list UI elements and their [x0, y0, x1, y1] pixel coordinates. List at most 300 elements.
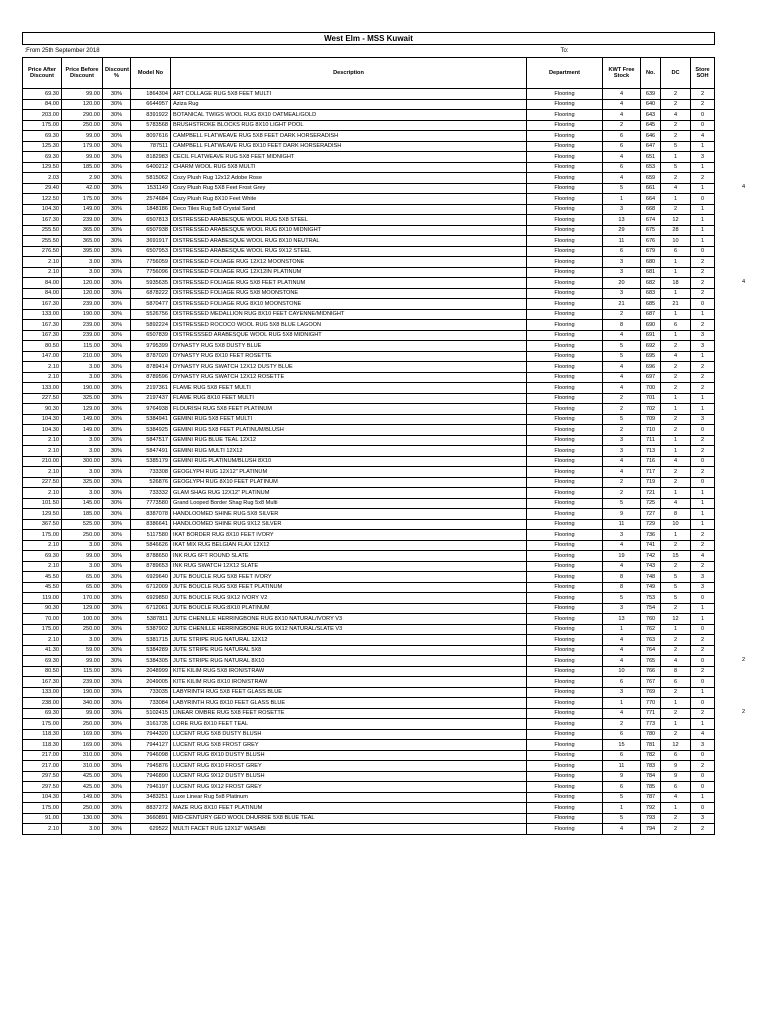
- dc-cell: 1: [661, 488, 691, 499]
- kwt-stock-cell: 2: [603, 425, 641, 436]
- to-label: To:: [527, 45, 715, 58]
- store-soh-cell: 2: [691, 446, 715, 457]
- no-cell: 639: [641, 89, 661, 100]
- dc-cell: 1: [661, 393, 691, 404]
- kwt-stock-cell: 4: [603, 110, 641, 121]
- no-cell: 646: [641, 131, 661, 142]
- dc-cell: 2: [661, 362, 691, 373]
- discount-cell: 30%: [103, 99, 131, 110]
- no-cell: 675: [641, 225, 661, 236]
- department-cell: Flooring: [527, 813, 603, 824]
- price-before-cell: 3.00: [62, 257, 103, 268]
- description-cell: LUCENT RUG 5X8 FROST GREY: [171, 740, 527, 751]
- model-no-cell: 7773580: [131, 498, 171, 509]
- table-row: [23, 572, 715, 583]
- table-row: [23, 278, 715, 289]
- price-before-cell: 179.00: [62, 141, 103, 152]
- description-cell: INK RUG SWATCH 12X12 SLATE: [171, 561, 527, 572]
- store-soh-cell: 4: [691, 729, 715, 740]
- kwt-stock-cell: 6: [603, 246, 641, 257]
- store-soh-cell: 3: [691, 330, 715, 341]
- dc-cell: 1: [661, 330, 691, 341]
- kwt-stock-cell: 6: [603, 750, 641, 761]
- description-cell: JUTE BOUCLE RUG 5X8 FEET IVORY: [171, 572, 527, 583]
- store-soh-cell: 1: [691, 393, 715, 404]
- no-cell: 727: [641, 509, 661, 520]
- model-no-cell: 5847491: [131, 446, 171, 457]
- price-after-cell: 2.10: [23, 372, 62, 383]
- store-soh-cell: 0: [691, 425, 715, 436]
- department-cell: Flooring: [527, 257, 603, 268]
- table-row: [23, 173, 715, 184]
- description-cell: JUTE CHENILLE HERRINGBONE RUG 9X12 NATURAL/SLATE V3: [171, 624, 527, 635]
- no-cell: 741: [641, 540, 661, 551]
- description-cell: GEMINI RUG 5X8 FEET PLATINUM/BLUSH: [171, 425, 527, 436]
- model-no-cell: 6712061: [131, 603, 171, 614]
- description-cell: DYNASTY RUG 8X10 FEET ROSETTE: [171, 351, 527, 362]
- dc-cell: 2: [661, 729, 691, 740]
- discount-cell: 30%: [103, 603, 131, 614]
- price-before-cell: 115.00: [62, 666, 103, 677]
- price-before-cell: 170.00: [62, 593, 103, 604]
- description-cell: GEMINI RUG 5X8 FEET MULTI: [171, 414, 527, 425]
- department-cell: Flooring: [527, 362, 603, 373]
- no-cell: 679: [641, 246, 661, 257]
- table-row: [23, 404, 715, 415]
- dc-cell: 1: [661, 404, 691, 415]
- store-soh-cell: 0: [691, 771, 715, 782]
- store-soh-cell: 2: [691, 320, 715, 331]
- dc-cell: 2: [661, 645, 691, 656]
- model-no-cell: 9795399: [131, 341, 171, 352]
- header-cell: Price Before Discount: [62, 58, 103, 89]
- department-cell: Flooring: [527, 425, 603, 436]
- description-cell: KITE KILIM RUG 5X8 IRON/STRAW: [171, 666, 527, 677]
- department-cell: Flooring: [527, 152, 603, 163]
- model-no-cell: 8789414: [131, 362, 171, 373]
- header-cell: Department: [527, 58, 603, 89]
- kwt-stock-cell: 5: [603, 341, 641, 352]
- dc-cell: 1: [661, 624, 691, 635]
- table-row: [23, 89, 715, 100]
- department-cell: Flooring: [527, 509, 603, 520]
- price-after-cell: 80.50: [23, 341, 62, 352]
- store-soh-cell: 1: [691, 141, 715, 152]
- store-soh-cell: 1: [691, 309, 715, 320]
- kwt-stock-cell: 5: [603, 414, 641, 425]
- price-before-cell: 239.00: [62, 215, 103, 226]
- no-cell: 659: [641, 173, 661, 184]
- price-before-cell: 310.00: [62, 761, 103, 772]
- discount-cell: 30%: [103, 456, 131, 467]
- model-no-cell: 8182983: [131, 152, 171, 163]
- store-soh-cell: 3: [691, 414, 715, 425]
- price-before-cell: 99.00: [62, 152, 103, 163]
- discount-cell: 30%: [103, 131, 131, 142]
- description-cell: DISTRESSED FOLIAGE RUG 8X10 MOONSTONE: [171, 299, 527, 310]
- model-no-cell: 7946098: [131, 750, 171, 761]
- store-soh-cell: 0: [691, 803, 715, 814]
- dc-cell: 9: [661, 761, 691, 772]
- model-no-cell: 8789653: [131, 561, 171, 572]
- description-cell: DISTRESSED FOLIAGE RUG 12X12IN PLATINUM: [171, 267, 527, 278]
- price-before-cell: 300.00: [62, 456, 103, 467]
- table-row: [23, 561, 715, 572]
- price-after-cell: 167.30: [23, 299, 62, 310]
- kwt-stock-cell: 19: [603, 551, 641, 562]
- description-cell: GEOGLYPH RUG 8X10 FEET PLATINUM: [171, 477, 527, 488]
- kwt-stock-cell: 13: [603, 215, 641, 226]
- table-row: [23, 152, 715, 163]
- no-cell: 781: [641, 740, 661, 751]
- price-before-cell: 185.00: [62, 509, 103, 520]
- store-soh-cell: 1: [691, 488, 715, 499]
- discount-cell: 30%: [103, 740, 131, 751]
- discount-cell: 30%: [103, 162, 131, 173]
- price-before-cell: 250.00: [62, 120, 103, 131]
- model-no-cell: 5870477: [131, 299, 171, 310]
- store-soh-cell: 2: [691, 708, 715, 719]
- kwt-stock-cell: 4: [603, 824, 641, 835]
- discount-cell: 30%: [103, 330, 131, 341]
- department-cell: Flooring: [527, 729, 603, 740]
- dc-cell: 2: [661, 824, 691, 835]
- store-soh-cell: 2: [691, 824, 715, 835]
- dc-cell: 1: [661, 698, 691, 709]
- discount-cell: 30%: [103, 446, 131, 457]
- table-row: [23, 320, 715, 331]
- model-no-cell: 629522: [131, 824, 171, 835]
- discount-cell: 30%: [103, 509, 131, 520]
- price-before-cell: 395.00: [62, 246, 103, 257]
- no-cell: 719: [641, 477, 661, 488]
- model-no-cell: 1848186: [131, 204, 171, 215]
- dc-cell: 2: [661, 708, 691, 719]
- discount-cell: 30%: [103, 561, 131, 572]
- table-row: [23, 498, 715, 509]
- price-after-cell: 41.30: [23, 645, 62, 656]
- price-after-cell: 101.50: [23, 498, 62, 509]
- description-cell: FLOURISH RUG 5X8 FEET PLATINUM: [171, 404, 527, 415]
- no-cell: 760: [641, 614, 661, 625]
- department-cell: Flooring: [527, 656, 603, 667]
- price-before-cell: 3.00: [62, 372, 103, 383]
- price-after-cell: 104.30: [23, 414, 62, 425]
- table-row: [23, 509, 715, 520]
- price-before-cell: 130.00: [62, 813, 103, 824]
- dc-cell: 4: [661, 110, 691, 121]
- model-no-cell: 526876: [131, 477, 171, 488]
- kwt-stock-cell: 3: [603, 257, 641, 268]
- dc-cell: 2: [661, 383, 691, 394]
- description-cell: DISTRESSED ARABESQUE WOOL RUG 8X10 NEUTRAL: [171, 236, 527, 247]
- store-soh-cell: 0: [691, 750, 715, 761]
- no-cell: 690: [641, 320, 661, 331]
- store-soh-cell: 3: [691, 572, 715, 583]
- price-after-cell: 175.00: [23, 530, 62, 541]
- table-row: [23, 803, 715, 814]
- table-row: [23, 456, 715, 467]
- price-after-cell: 175.00: [23, 624, 62, 635]
- model-no-cell: 8097616: [131, 131, 171, 142]
- dc-cell: 8: [661, 509, 691, 520]
- dc-cell: 1: [661, 309, 691, 320]
- no-cell: 682: [641, 278, 661, 289]
- no-cell: 709: [641, 414, 661, 425]
- store-soh-cell: 0: [691, 477, 715, 488]
- description-cell: INK RUG 6FT ROUND SLATE: [171, 551, 527, 562]
- department-cell: Flooring: [527, 393, 603, 404]
- kwt-stock-cell: 2: [603, 488, 641, 499]
- kwt-stock-cell: 10: [603, 666, 641, 677]
- department-cell: Flooring: [527, 498, 603, 509]
- dc-cell: 10: [661, 236, 691, 247]
- header-cell: Model No: [131, 58, 171, 89]
- price-after-cell: 175.00: [23, 120, 62, 131]
- no-cell: 787: [641, 792, 661, 803]
- model-no-cell: 7945876: [131, 761, 171, 772]
- department-cell: Flooring: [527, 792, 603, 803]
- no-cell: 711: [641, 435, 661, 446]
- dc-cell: 2: [661, 687, 691, 698]
- price-after-cell: 2.10: [23, 257, 62, 268]
- price-before-cell: 250.00: [62, 719, 103, 730]
- price-after-cell: 119.00: [23, 593, 62, 604]
- description-cell: LABYRINTH RUG 5X8 FEET GLASS BLUE: [171, 687, 527, 698]
- no-cell: 685: [641, 299, 661, 310]
- model-no-cell: 5384941: [131, 414, 171, 425]
- table-row: [23, 446, 715, 457]
- description-cell: LUCENT RUG 5X8 DUSTY BLUSH: [171, 729, 527, 740]
- no-cell: 748: [641, 572, 661, 583]
- dc-cell: 2: [661, 540, 691, 551]
- price-after-cell: 297.50: [23, 771, 62, 782]
- price-before-cell: 100.00: [62, 614, 103, 625]
- model-no-cell: 5783568: [131, 120, 171, 131]
- model-no-cell: 3161735: [131, 719, 171, 730]
- price-before-cell: 65.00: [62, 572, 103, 583]
- header-cell: KWT Free Stock: [603, 58, 641, 89]
- department-cell: Flooring: [527, 771, 603, 782]
- table-row: [23, 761, 715, 772]
- kwt-stock-cell: 6: [603, 677, 641, 688]
- dc-cell: 4: [661, 792, 691, 803]
- store-soh-cell: 2: [691, 267, 715, 278]
- price-after-cell: 84.00: [23, 99, 62, 110]
- price-before-cell: 290.00: [62, 110, 103, 121]
- header-cell: Description: [171, 58, 527, 89]
- kwt-stock-cell: 1: [603, 698, 641, 709]
- price-after-cell: 84.00: [23, 278, 62, 289]
- header-cell: DC: [661, 58, 691, 89]
- model-no-cell: 5935635: [131, 278, 171, 289]
- model-no-cell: 5385179: [131, 456, 171, 467]
- department-cell: Flooring: [527, 131, 603, 142]
- description-cell: LORE RUG 8X10 FEET TEAL: [171, 719, 527, 730]
- no-cell: 784: [641, 771, 661, 782]
- table-row: [23, 624, 715, 635]
- description-cell: Luxe Linear Rug 5x8 Platinum: [171, 792, 527, 803]
- no-cell: 651: [641, 152, 661, 163]
- table-row: [23, 698, 715, 709]
- discount-cell: 30%: [103, 803, 131, 814]
- table-row: [23, 582, 715, 593]
- dc-cell: 12: [661, 740, 691, 751]
- description-cell: CHARM WOOL RUG 5X8 MULTI: [171, 162, 527, 173]
- department-cell: Flooring: [527, 320, 603, 331]
- kwt-stock-cell: 3: [603, 288, 641, 299]
- kwt-stock-cell: 4: [603, 362, 641, 373]
- model-no-cell: 787511: [131, 141, 171, 152]
- dc-cell: 1: [661, 446, 691, 457]
- description-cell: IKAT MIX RUG BELGIAN FLAX 12X12: [171, 540, 527, 551]
- department-cell: Flooring: [527, 89, 603, 100]
- description-cell: CAMPBELL FLATWEAVE RUG 5X8 FEET DARK HORSERADISH: [171, 131, 527, 142]
- discount-cell: 30%: [103, 309, 131, 320]
- price-after-cell: 104.30: [23, 425, 62, 436]
- kwt-stock-cell: 4: [603, 467, 641, 478]
- department-cell: Flooring: [527, 99, 603, 110]
- discount-cell: 30%: [103, 719, 131, 730]
- table-row: [23, 645, 715, 656]
- kwt-stock-cell: 3: [603, 267, 641, 278]
- description-cell: FLAME RUG 8X10 FEET MULTI: [171, 393, 527, 404]
- no-cell: 664: [641, 194, 661, 205]
- no-cell: 696: [641, 362, 661, 373]
- description-cell: JUTE STRIPE RUG NATURAL 5X8: [171, 645, 527, 656]
- table-row: [23, 614, 715, 625]
- no-cell: 640: [641, 99, 661, 110]
- dc-cell: 18: [661, 278, 691, 289]
- kwt-stock-cell: 1: [603, 624, 641, 635]
- store-soh-cell: 0: [691, 624, 715, 635]
- model-no-cell: 6507938: [131, 225, 171, 236]
- model-no-cell: 8391922: [131, 110, 171, 121]
- description-cell: FLAME RUG 5X8 FEET MULTI: [171, 383, 527, 394]
- description-cell: DYNASTY RUG 5X8 DUSTY BLUE: [171, 341, 527, 352]
- kwt-stock-cell: 3: [603, 530, 641, 541]
- table-row: [23, 309, 715, 320]
- department-cell: Flooring: [527, 383, 603, 394]
- description-cell: LUCENT RUG 9X12 DUSTY BLUSH: [171, 771, 527, 782]
- model-no-cell: 3483251: [131, 792, 171, 803]
- description-cell: LUCENT RUG 8X10 FROST GREY: [171, 761, 527, 772]
- description-cell: DISTRESSED ARABESQUE WOOL RUG 5X8 STEEL: [171, 215, 527, 226]
- store-soh-cell: 2: [691, 99, 715, 110]
- no-cell: 668: [641, 204, 661, 215]
- table-row: [23, 215, 715, 226]
- store-soh-cell: 1: [691, 614, 715, 625]
- table-row: [23, 257, 715, 268]
- description-cell: LABYRINTH RUG 8X10 FEET GLASS BLUE: [171, 698, 527, 709]
- kwt-stock-cell: 9: [603, 771, 641, 782]
- store-soh-cell: 1: [691, 225, 715, 236]
- no-cell: 765: [641, 656, 661, 667]
- model-no-cell: 8789596: [131, 372, 171, 383]
- price-before-cell: 3.00: [62, 824, 103, 835]
- no-cell: 697: [641, 372, 661, 383]
- model-no-cell: 2197437: [131, 393, 171, 404]
- no-cell: 702: [641, 404, 661, 415]
- table-row: [23, 341, 715, 352]
- discount-cell: 30%: [103, 225, 131, 236]
- table-row: [23, 593, 715, 604]
- kwt-stock-cell: 8: [603, 582, 641, 593]
- dc-cell: 5: [661, 162, 691, 173]
- department-cell: Flooring: [527, 225, 603, 236]
- kwt-stock-cell: 4: [603, 540, 641, 551]
- department-cell: Flooring: [527, 446, 603, 457]
- department-cell: Flooring: [527, 110, 603, 121]
- table-row: [23, 750, 715, 761]
- discount-cell: 30%: [103, 488, 131, 499]
- price-before-cell: 129.00: [62, 404, 103, 415]
- discount-cell: 30%: [103, 813, 131, 824]
- no-cell: 687: [641, 309, 661, 320]
- dc-cell: 2: [661, 173, 691, 184]
- department-cell: Flooring: [527, 645, 603, 656]
- price-after-cell: 167.30: [23, 320, 62, 331]
- department-cell: Flooring: [527, 351, 603, 362]
- dc-cell: 2: [661, 477, 691, 488]
- store-soh-cell: 1: [691, 183, 715, 194]
- description-cell: MULTI FACET RUG 12X12" WASABI: [171, 824, 527, 835]
- discount-cell: 30%: [103, 435, 131, 446]
- kwt-stock-cell: 3: [603, 435, 641, 446]
- dc-cell: 1: [661, 152, 691, 163]
- table-row: [23, 414, 715, 425]
- price-after-cell: 133.00: [23, 383, 62, 394]
- table-row: [23, 425, 715, 436]
- discount-cell: 30%: [103, 624, 131, 635]
- store-soh-cell: 4: [691, 131, 715, 142]
- price-before-cell: 3.00: [62, 467, 103, 478]
- description-cell: LINEAR OMBRE RUG 5X8 FEET ROSETTE: [171, 708, 527, 719]
- dc-cell: 1: [661, 803, 691, 814]
- kwt-stock-cell: 4: [603, 635, 641, 646]
- no-cell: 716: [641, 456, 661, 467]
- kwt-stock-cell: 3: [603, 603, 641, 614]
- dc-cell: 4: [661, 456, 691, 467]
- table-row: [23, 782, 715, 793]
- description-cell: JUTE BOUCLE RUG 9X12 IVORY V2: [171, 593, 527, 604]
- store-soh-cell: 0: [691, 593, 715, 604]
- dc-cell: 6: [661, 750, 691, 761]
- price-before-cell: 239.00: [62, 299, 103, 310]
- description-cell: GEMINI RUG PLATINUM/BLUSH 8X10: [171, 456, 527, 467]
- model-no-cell: 5384289: [131, 645, 171, 656]
- price-after-cell: 2.03: [23, 173, 62, 184]
- store-soh-cell: 2: [691, 383, 715, 394]
- price-after-cell: 203.00: [23, 110, 62, 121]
- department-cell: Flooring: [527, 330, 603, 341]
- price-after-cell: 2.10: [23, 267, 62, 278]
- dc-cell: 5: [661, 572, 691, 583]
- price-after-cell: 227.50: [23, 393, 62, 404]
- kwt-stock-cell: 5: [603, 498, 641, 509]
- model-no-cell: 8837272: [131, 803, 171, 814]
- price-after-cell: 255.50: [23, 225, 62, 236]
- store-soh-cell: 0: [691, 120, 715, 131]
- discount-cell: 30%: [103, 404, 131, 415]
- department-cell: Flooring: [527, 519, 603, 530]
- price-after-cell: 217.00: [23, 750, 62, 761]
- discount-cell: 30%: [103, 120, 131, 131]
- price-before-cell: 239.00: [62, 677, 103, 688]
- outside-note: 2: [742, 656, 746, 663]
- store-soh-cell: 2: [691, 372, 715, 383]
- model-no-cell: 733332: [131, 488, 171, 499]
